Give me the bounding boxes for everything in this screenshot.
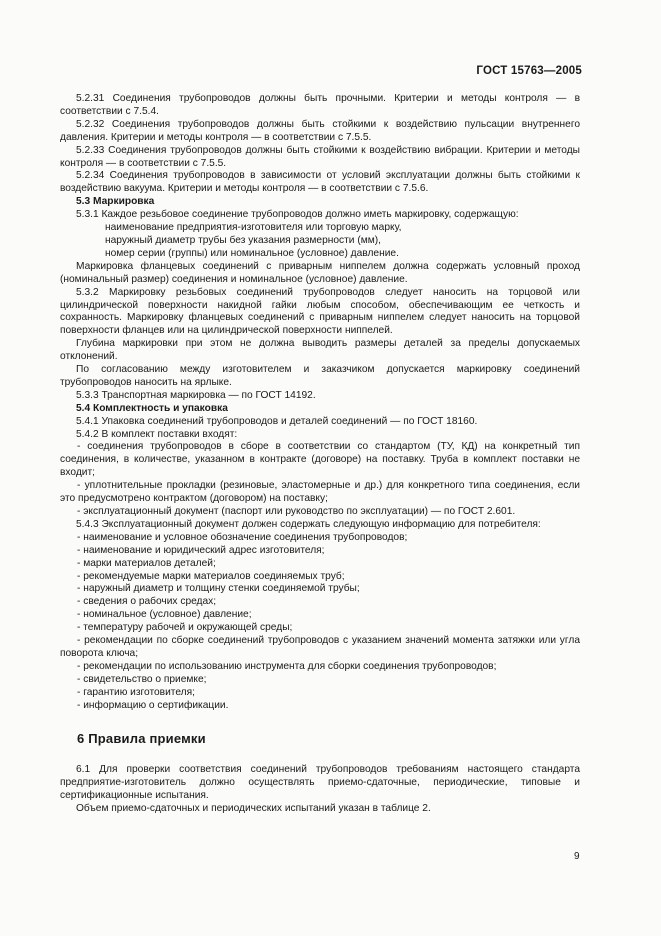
heading-5-3: 5.3 Маркировка [76, 196, 155, 208]
document-body [60, 93, 580, 816]
paragraph-5-3-1: 5.3.1 Каждое резьбовое соединение трубопроводов должно иметь маркировку, содержащую: [76, 209, 519, 221]
list-item: - наружный диаметр и толщину стенки соединяемой трубы; [77, 583, 360, 595]
paragraph-5-4-1: 5.4.1 Упаковка соединений трубопроводов и деталей соединений — по ГОСТ 18160. [76, 415, 478, 427]
paragraph-5-3-2: 5.3.2 Маркировку резьбовых соединений трубопроводов следует наносить на торцовой или цилиндрической поверхности накидной гайки любым способом, обеспечивающим ее четкость и сохранность. Маркировку фланцевых соединений с приварным ниппелем следует наносить на торцовой поверхности фланцев или на цилиндрической поверхности ниппелей. [60, 286, 580, 337]
list-item: - соединения трубопроводов в сборе в соответствии со стандартом (ТУ, КД) на конкретный тип соединения, в количестве, указанном в контракте (договоре) на поставку. Труба в комплект поставки не входит; [60, 441, 580, 479]
list-item: - марки материалов деталей; [77, 557, 216, 569]
list-item: - уплотнительные прокладки (резиновые, эластомерные и др.) для конкретного типа соединения, если это предусмотрено контрактом (договором) на поставку; [60, 480, 580, 505]
heading-section-6: 6 Правила приемки [77, 730, 206, 746]
list-item: - наименование и условное обозначение соединения трубопроводов; [77, 531, 408, 543]
paragraph-marking-depth: Глубина маркировки при этом не должна выводить размеры деталей за пределы допускаемых отклонений. [60, 338, 580, 363]
paragraph-5-2-31: 5.2.31 Соединения трубопроводов должны быть прочными. Критерии и методы контроля — в соответствии с 7.5.4. [60, 93, 580, 117]
paragraph-6-1: 6.1 Для проверки соответствия соединений трубопроводов требованиям настоящего стандарта предприятие-изготовитель должно осуществлять приемо-сдаточные, периодические, типовые и сертификационные испытания. [60, 764, 580, 802]
list-item: - рекомендации по использованию инструмента для сборки соединения трубопроводов; [77, 660, 497, 672]
paragraph-5-2-33: 5.2.33 Соединения трубопроводов должны быть стойкими к воздействию вибрации. Критерии и методы контроля — в соответствии с 7.5.5. [60, 144, 580, 169]
list-item: - наименование и юридический адрес изготовителя; [77, 544, 325, 556]
list-item: номер серии (группы) или номинальное (условное) давление. [105, 247, 399, 259]
paragraph-test-volume: Объем приемо-сдаточных и периодических испытаний указан в таблице 2. [76, 803, 431, 815]
paragraph-5-2-34: 5.2.34 Соединения трубопроводов в зависимости от условий эксплуатации должны быть стойкими к воздействию вакуума. Критерии и методы контроля — в соответствии с 7.5.6. [60, 170, 580, 195]
list-item: - рекомендуемые марки материалов соединяемых труб; [77, 570, 345, 582]
list-item: наименование предприятия-изготовителя или торговую марку, [105, 222, 402, 234]
list-item: - температуру рабочей и окружающей среды; [77, 622, 293, 634]
list-item: наружный диаметр трубы без указания размерности (мм), [105, 234, 381, 246]
paragraph-5-4-2: 5.4.2 В комплект поставки входят: [76, 428, 238, 440]
list-item: - рекомендации по сборке соединений трубопроводов с указанием значений момента затяжки или угла поворота ключа; [60, 635, 580, 659]
page-number: 9 [574, 851, 580, 862]
paragraph-marking-label: По согласованию между изготовителем и заказчиком допускается маркировку соединений трубопроводов наносить на ярлыке. [60, 364, 580, 388]
list-item: - свидетельство о приемке; [77, 673, 207, 685]
paragraph-5-2-32: 5.2.32 Соединения трубопроводов должны быть стойкими к воздействию пульсации внутреннего давления. Критерии и методы контроля — в соответствии с 7.5.5. [60, 118, 580, 143]
paragraph-5-4-3: 5.4.3 Эксплуатационный документ должен содержать следующую информацию для потребителя: [76, 518, 541, 530]
list-item: - эксплуатационный документ (паспорт или руководство по эксплуатации) — по ГОСТ 2.601. [77, 506, 516, 517]
paragraph-5-3-3: 5.3.3 Транспортная маркировка — по ГОСТ 14192. [76, 389, 316, 401]
list-item: - информацию о сертификации. [77, 699, 229, 711]
document-code-header: ГОСТ 15763—2005 [476, 65, 582, 77]
list-item: - сведения о рабочих средах; [77, 596, 217, 608]
heading-5-4: 5.4 Комплектность и упаковка [76, 402, 228, 414]
list-item: - номинальное (условное) давление; [77, 609, 252, 621]
paragraph-flange-marking: Маркировка фланцевых соединений с приварным ниппелем должна содержать условный проход (номинальный размер) соединения и номинальное (условное) давление. [60, 260, 580, 285]
list-item: - гарантию изготовителя; [77, 686, 195, 698]
